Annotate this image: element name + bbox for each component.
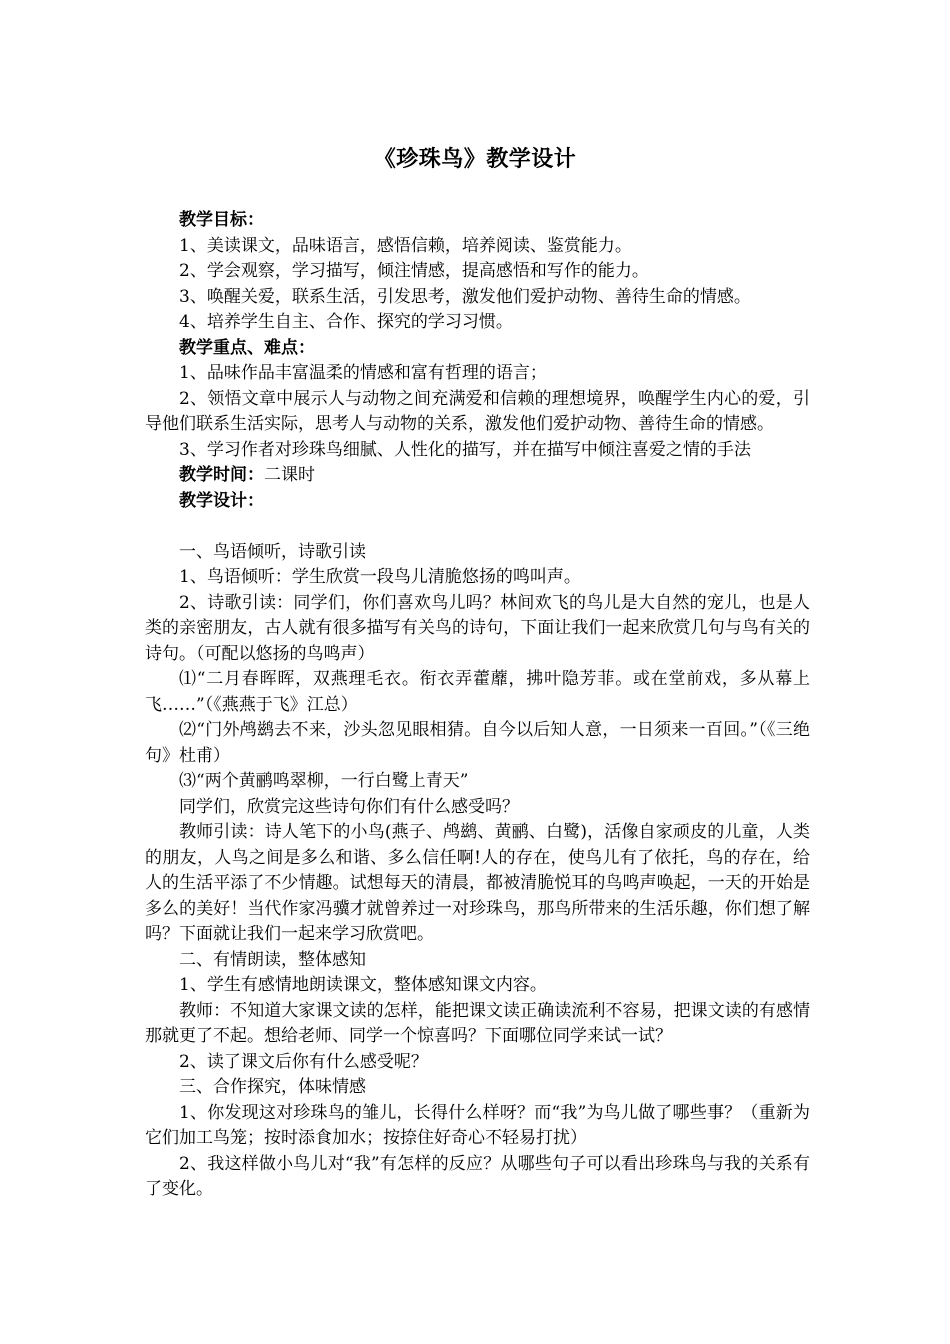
time-line [145,463,810,489]
poem-quote: ⑵“门外鸬鹚去不来，沙头忽见眼相猜。自今以后知人意，一日须来一百回。”（《三绝句》杜甫） [145,720,810,766]
paragraph: 1、鸟语倾听：学生欣赏一段鸟儿清脆悠扬的鸣叫声。 [179,567,581,587]
blank-line [145,514,810,540]
time-heading: 教学时间： [179,465,264,485]
paragraph: 同学们，欣赏完这些诗句你们有什么感受吗？ [179,796,519,817]
document-title: 《珍珠鸟》教学设计 [373,146,577,172]
paragraph: 2、诗歌引读：同学们，你们喜欢鸟儿吗？林间欢飞的鸟儿是大自然的宠儿，也是人类的亲密朋友，古人就有很多描写有关鸟的诗句，下面让我们一起来欣赏几句与鸟有关的诗句。（可配以悠扬的鸟鸣声） [145,592,810,664]
goal-item: 3、唤醒关爱，联系生活，引发思考，激发他们爱护动物、善待生命的情感。 [179,286,751,307]
paragraph: 教师：不知道大家课文读的怎样，能把课文读正确读流利不容易，把课文读的有感情那就更了不起。想给老师、同学一个惊喜吗？下面哪位同学来试一试？ [145,1000,810,1046]
key-point-item: 2、领悟文章中展示人与动物之间充满爱和信赖的理想境界，唤醒学生内心的爱，引导他们联系生活实际，思考人与动物的关系，激发他们爱护动物、善待生命的情感。 [145,388,810,434]
poem-quote: ⑴“二月春晖晖，双燕理毛衣。衔衣弄藿蘼，拂叶隐芳菲。或在堂前戏，多从幕上飞……”（《燕燕于飞》江总） [145,669,810,715]
design-heading: 教学设计： [179,490,264,511]
section-heading: 三、合作探究，体味情感 [179,1077,366,1097]
document-body [145,208,810,1203]
goals-heading: 教学目标： [179,210,264,230]
paragraph: 教师引读：诗人笔下的小鸟(燕子、鸬鹚、黄鹂、白鹭)，活像自家顽皮的儿童，人类的朋友，人鸟之间是多么和谐、多么信任啊!人的存在，使鸟儿有了依托，鸟的存在，给人的生活平添了不少情趣。试想每天的清晨，都被清脆悦耳的鸟鸣声唤起，一天的开始是多么的美好！当代作家冯骥才就曾养过一对珍珠鸟，那鸟所带来的生活乐趣，你们想了解吗？下面就让我们一起来学习欣赏吧。 [145,822,810,944]
section-heading: 二、有情朗读，整体感知 [179,949,366,970]
paragraph: 2、我这样做小鸟儿对“我”有怎样的反应？从哪些句子可以看出珍珠鸟与我的关系有了变化。 [145,1153,810,1199]
poem-quote: ⑶“两个黄鹂鸣翠柳，一行白鹭上青天” [179,771,469,791]
paragraph: 2、读了课文后你有什么感受呢？ [179,1051,428,1072]
goal-item: 2、学会观察，学习描写，倾注情感，提高感悟和写作的能力。 [179,261,649,281]
key-point-item: 3、学习作者对珍珠鸟细腻、人性化的描写，并在描写中倾注喜爱之情的手法 [179,439,751,460]
paragraph: 1、学生有感情地朗读课文，整体感知课文内容。 [179,975,547,995]
paragraph: 1、你发现这对珍珠鸟的雏儿，长得什么样呀？而“我”为鸟儿做了哪些事？（重新为它们加工鸟笼；按时添食加水；按捺住好奇心不轻易打扰） [145,1102,810,1148]
goal-item: 4、培养学生自主、合作、探究的学习习惯。 [179,312,513,332]
time-value: 二课时 [264,465,315,485]
key-point-item: 1、品味作品丰富温柔的情感和富有哲理的语言； [179,363,547,383]
key-points-heading: 教学重点、难点： [179,337,315,358]
section-heading: 一、鸟语倾听，诗歌引读 [179,541,366,562]
goal-item: 1、美读课文，品味语言，感悟信赖，培养阅读、鉴赏能力。 [179,235,632,256]
